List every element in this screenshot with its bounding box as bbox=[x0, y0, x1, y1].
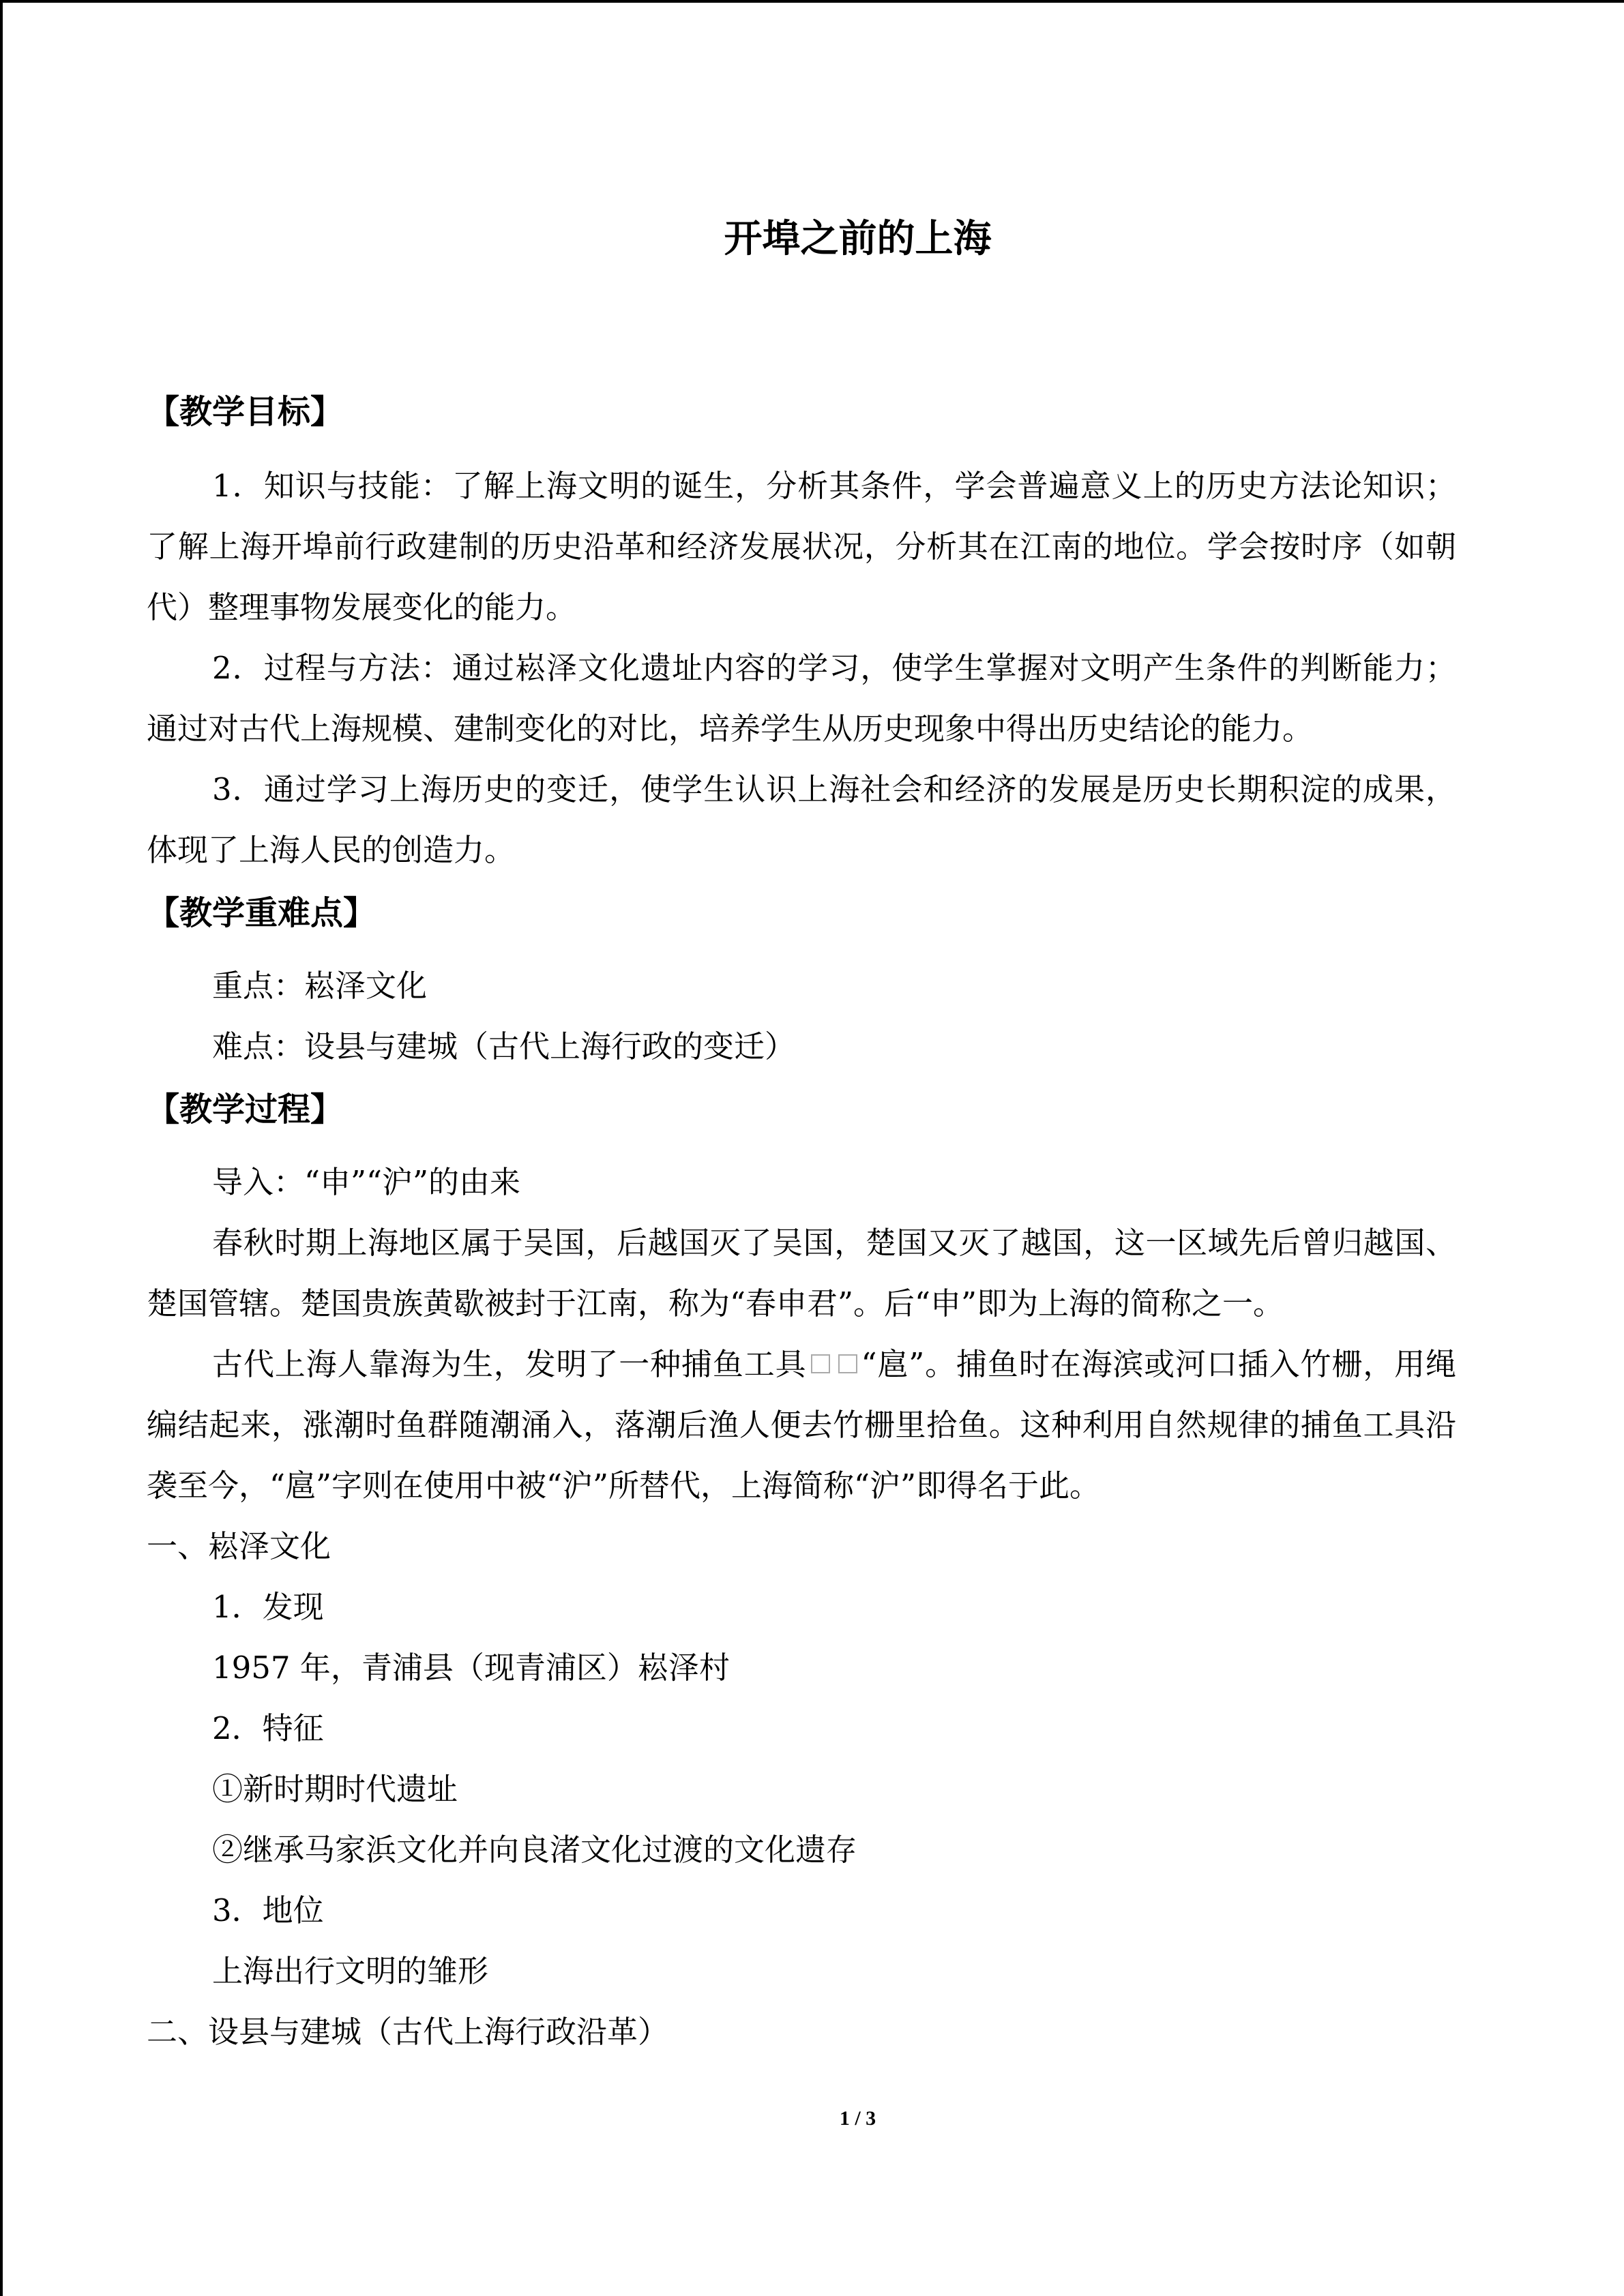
difficulty-line: 难点：设县与建城（古代上海行政的变迁） bbox=[212, 1028, 796, 1064]
section-1-discovery-text: 1957 年，青浦县（现青浦区）崧泽村 bbox=[212, 1650, 730, 1686]
document-body bbox=[147, 379, 1456, 2062]
page-number: 1 / 3 bbox=[839, 2107, 876, 2130]
objective-item-1: 1．知识与技能：了解上海文明的诞生，分析其条件，学会普遍意义上的历史方法论知识；了解上海开埠前行政建制的历史沿革和经济发展状况，分析其在江南的地位。学会按时序（如朝代）整理事物发展变化的能力。 bbox=[147, 468, 1456, 625]
process-heading: 【教学过程】 bbox=[147, 1090, 344, 1129]
page-left-border bbox=[0, 0, 3, 2296]
section-1-features-label: 2．特征 bbox=[212, 1710, 324, 1746]
intro-paragraph-2-start: 古代上海人靠海为生，发明了一种捕鱼工具 bbox=[212, 1346, 807, 1382]
missing-glyph-box bbox=[811, 1354, 830, 1373]
objectives-heading: 【教学目标】 bbox=[147, 393, 344, 431]
section-1-title: 一、崧泽文化 bbox=[147, 1528, 331, 1564]
section-1-status-label: 3．地位 bbox=[212, 1892, 324, 1928]
document-title: 开埠之前的上海 bbox=[724, 216, 992, 261]
section-2-title: 二、设县与建城（古代上海行政沿革） bbox=[147, 2014, 669, 2050]
intro-line: 导入：“申”“沪”的由来 bbox=[212, 1164, 521, 1200]
section-1-discovery-label: 1．发现 bbox=[212, 1589, 324, 1625]
focus-line: 重点：崧泽文化 bbox=[212, 968, 428, 1004]
page-top-border bbox=[0, 0, 1624, 3]
section-1-feature-2: ②继承马家浜文化并向良渚文化过渡的文化遗存 bbox=[212, 1832, 857, 1868]
missing-glyph-box bbox=[838, 1354, 857, 1373]
objective-item-3: 3．通过学习上海历史的变迁，使学生认识上海社会和经济的发展是历史长期积淀的成果，体现了上海人民的创造力。 bbox=[147, 771, 1456, 868]
intro-paragraph-2 bbox=[147, 1334, 1456, 1516]
intro-paragraph-1: 春秋时期上海地区属于吴国，后越国灭了吴国，楚国又灭了越国，这一区域先后曾归越国、楚国管辖。楚国贵族黄歇被封于江南，称为“春申君”。后“申”即为上海的简称之一。 bbox=[147, 1225, 1456, 1322]
objective-item-2: 2．过程与方法：通过崧泽文化遗址内容的学习，使学生掌握对文明产生条件的判断能力；通过对古代上海规模、建制变化的对比，培养学生从历史现象中得出历史结论的能力。 bbox=[147, 650, 1456, 747]
key-points-heading: 【教学重难点】 bbox=[147, 894, 377, 932]
section-1-feature-1: ①新时期时代遗址 bbox=[212, 1771, 458, 1807]
intro-paragraph-2-end: “扈”。捕鱼时在海滨或河口插入竹栅，用绳编结起来，涨潮时鱼群随潮涌入，落潮后渔人便去竹栅里拾鱼。这种利用自然规律的捕鱼工具沿袭至今，“扈”字则在使用中被“沪”所替代，上海简称“沪”即得名于此。 bbox=[147, 1346, 1456, 1504]
section-1-status-text: 上海出行文明的雏形 bbox=[212, 1953, 489, 1989]
